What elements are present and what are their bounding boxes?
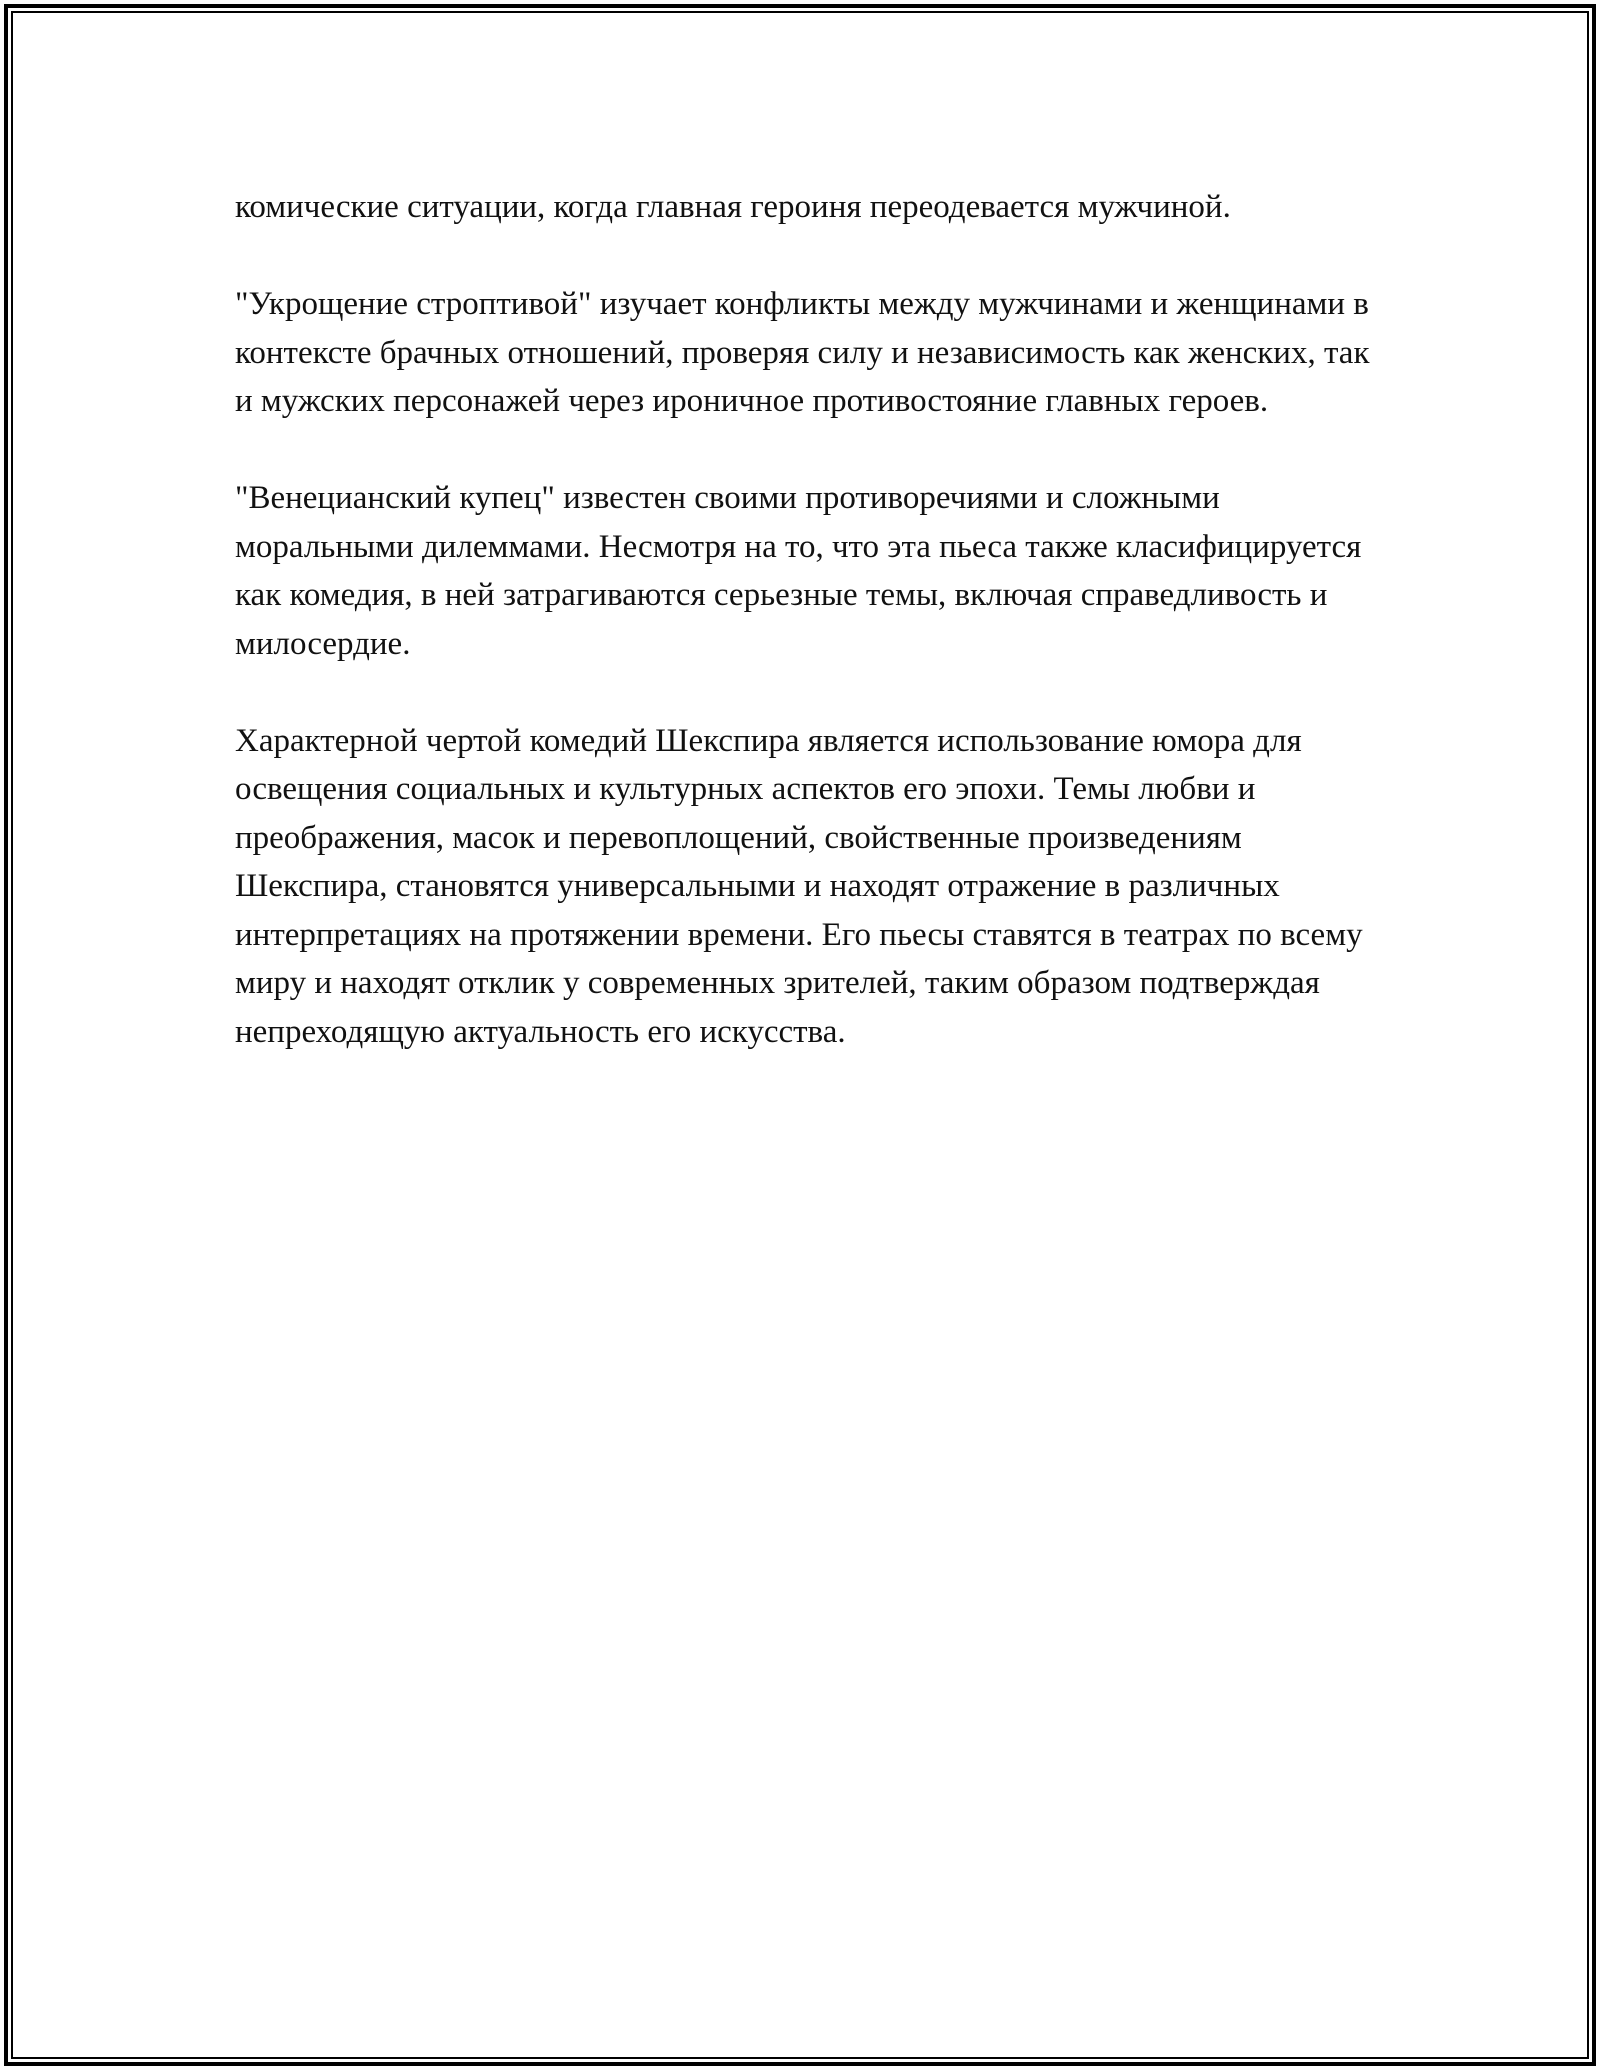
paragraph-2: "Укрощение строптивой" изучает конфликты между мужчинами и женщинами в контексте брачных отношений, проверяя силу и независимость как женских, так и мужских персонажей через ироничное противостояние главных героев. [235,286,1370,419]
paragraph-1: комические ситуации, когда главная героиня переодевается мужчиной. [235,189,1231,225]
paragraph-4: Характерной чертой комедий Шекспира является использование юмора для освещения социальных и культурных аспектов его эпохи. Темы любви и преображения, масок и перевоплощений, свойственные произведениям Шекспира, становятся универсальными и находят отражение в различных интерпретациях на протяжении времени. Его пьесы ставятся в театрах по всему миру и находят отклик у современных зрителей, таким образом подтверждая непреходящую актуальность его искусства. [235,722,1363,1050]
document-body [235,183,1385,1105]
paragraph-3: "Венецианский купец" известен своими противоречиями и сложными моральными дилеммами. Несмотря на то, что эта пьеса также класифицируется как комедия, в ней затрагиваются серьезные темы, включая справедливость и милосердие. [235,480,1362,662]
